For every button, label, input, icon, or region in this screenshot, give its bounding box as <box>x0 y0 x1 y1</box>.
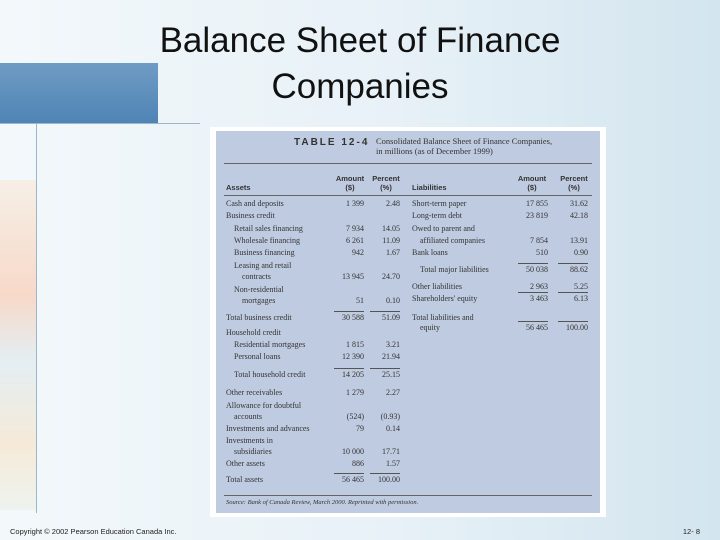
asset-total-rule-percent <box>370 311 400 312</box>
asset-row-label: subsidiaries <box>234 447 272 456</box>
asset-row-label: Other assets <box>226 459 265 468</box>
asset-row-label: Business credit <box>226 211 275 220</box>
balance-sheet-table <box>216 131 600 513</box>
liability-row-label: Owed to parent and <box>412 224 475 233</box>
asset-row-label: Leasing and retail <box>234 261 292 270</box>
col-header-percent-left-unit: (%) <box>380 183 392 192</box>
liability-row-percent: 31.62 <box>570 199 588 208</box>
liability-row-amount: 23 819 <box>526 211 548 220</box>
header-rule-bottom <box>224 195 592 196</box>
col-header-amount-left-label: Amount <box>335 174 365 183</box>
asset-row-amount: 10 000 <box>342 447 364 456</box>
table-caption-line2: in millions (as of December 1999) <box>376 146 493 156</box>
liability-total-rule-percent <box>558 263 588 264</box>
liability-row-percent: 0.90 <box>574 248 588 257</box>
asset-row-label: mortgages <box>242 296 276 305</box>
asset-row-label: accounts <box>234 412 262 421</box>
asset-row-label: Household credit <box>226 328 281 337</box>
asset-row-percent: 1.67 <box>386 248 400 257</box>
table-image-frame <box>210 127 606 517</box>
liability-row-amount: 7 854 <box>530 236 548 245</box>
slide-title <box>100 18 620 110</box>
asset-row-label: Allowance for doubtful <box>226 401 302 410</box>
asset-row-amount: 1 279 <box>346 388 364 397</box>
asset-row-label: Cash and deposits <box>226 199 284 208</box>
asset-total-rule-percent <box>370 368 400 369</box>
liability-row-label: Bank loans <box>412 248 448 257</box>
asset-total-rule-amount <box>334 473 364 474</box>
asset-row-percent: 21.94 <box>382 352 400 361</box>
decorative-strip <box>0 180 36 510</box>
asset-row-label: Personal loans <box>234 352 281 361</box>
col-header-percent-right-label: Percent <box>560 174 588 183</box>
asset-total-rule-amount <box>334 311 364 312</box>
header-rule-top <box>224 163 592 164</box>
slide-title-line1: Balance Sheet of Finance <box>159 21 561 60</box>
liability-row-amount: 17 855 <box>526 199 548 208</box>
asset-row-percent: 0.10 <box>386 296 400 305</box>
liability-total-rule-amount <box>518 321 548 322</box>
asset-row-label: Total assets <box>226 475 263 484</box>
asset-row-percent: 0.14 <box>386 424 400 433</box>
asset-row-percent: 14.05 <box>382 224 400 233</box>
asset-row-label: Retail sales financing <box>234 224 303 233</box>
page-number: 12- 8 <box>682 527 700 536</box>
liability-row-label: equity <box>420 323 440 332</box>
asset-row-amount: 79 <box>356 424 364 433</box>
asset-row-percent: 25.15 <box>382 370 400 379</box>
liability-total-rule-amount <box>518 292 548 293</box>
asset-row-amount: 56 465 <box>342 475 364 484</box>
asset-row-percent: 1.57 <box>386 459 400 468</box>
liability-row-percent: 6.13 <box>574 294 588 303</box>
liability-row-percent: 13.91 <box>570 236 588 245</box>
liability-row-label: Short-term paper <box>412 199 467 208</box>
asset-total-rule-percent <box>370 473 400 474</box>
liability-row-amount: 510 <box>536 248 548 257</box>
asset-row-percent: 2.48 <box>386 199 400 208</box>
liability-row-amount: 50 038 <box>526 265 548 274</box>
table-caption <box>376 136 596 156</box>
asset-row-amount: 1 815 <box>346 340 364 349</box>
liability-row-amount: 3 463 <box>530 294 548 303</box>
col-header-percent-left-label: Percent <box>372 174 400 183</box>
liability-row-percent: 100.00 <box>566 323 588 332</box>
liability-row-percent: 88.62 <box>570 265 588 274</box>
asset-row-label: Other receivables <box>226 388 283 397</box>
liability-total-rule-percent <box>558 292 588 293</box>
liability-row-label: affiliated companies <box>420 236 485 245</box>
liability-row-label: Other liabilities <box>412 282 462 291</box>
asset-row-percent: 51.09 <box>382 313 400 322</box>
decorative-rule-vertical <box>36 123 37 513</box>
asset-row-label: Total business credit <box>226 313 292 322</box>
liability-row-amount: 2 963 <box>530 282 548 291</box>
asset-row-amount: 12 390 <box>342 352 364 361</box>
asset-row-label: Investments in <box>226 436 273 445</box>
col-header-assets: Assets <box>226 183 251 192</box>
liability-row-label: Total major liabilities <box>420 265 489 274</box>
asset-row-percent: 17.71 <box>382 447 400 456</box>
asset-row-label: Residential mortgages <box>234 340 306 349</box>
col-header-amount-right-unit: ($) <box>527 183 537 192</box>
liability-row-amount: 56 465 <box>526 323 548 332</box>
asset-row-amount: (524) <box>346 412 364 421</box>
asset-row-percent: 24.70 <box>382 272 400 281</box>
col-header-amount-right-label: Amount <box>517 174 547 183</box>
asset-row-percent: 2.27 <box>386 388 400 397</box>
asset-row-label: Wholesale financing <box>234 236 300 245</box>
asset-row-percent: (0.93) <box>380 412 400 421</box>
col-header-percent-right-unit: (%) <box>568 183 580 192</box>
col-header-amount-left <box>332 174 368 192</box>
asset-row-amount: 51 <box>356 296 364 305</box>
asset-row-label: Total household credit <box>234 370 306 379</box>
liability-row-label: Shareholders' equity <box>412 294 478 303</box>
col-header-amount-right <box>512 174 552 192</box>
decorative-rule-horizontal <box>0 123 200 124</box>
table-source-note: Source: Bank of Canada Review, March 2000. Reprinted with permission. <box>226 499 419 506</box>
source-rule <box>224 495 592 496</box>
asset-row-amount: 7 934 <box>346 224 364 233</box>
slide-title-line2: Companies <box>271 67 449 106</box>
col-header-amount-left-unit: ($) <box>345 183 355 192</box>
liability-row-percent: 5.25 <box>574 282 588 291</box>
asset-row-label: Business financing <box>234 248 295 257</box>
liability-row-label: Long-term debt <box>412 211 462 220</box>
table-code: TABLE 12-4 <box>294 137 370 148</box>
asset-row-amount: 886 <box>352 459 364 468</box>
asset-row-percent: 100.00 <box>378 475 400 484</box>
liability-row-percent: 42.18 <box>570 211 588 220</box>
asset-row-label: Non-residential <box>234 285 284 294</box>
asset-row-amount: 6 261 <box>346 236 364 245</box>
col-header-liabilities: Liabilities <box>412 183 447 192</box>
asset-total-rule-amount <box>334 368 364 369</box>
col-header-percent-left <box>368 174 404 192</box>
asset-row-amount: 1 399 <box>346 199 364 208</box>
asset-row-percent: 11.09 <box>382 236 400 245</box>
liability-total-rule-percent <box>558 321 588 322</box>
asset-row-amount: 14 205 <box>342 370 364 379</box>
asset-row-percent: 3.21 <box>386 340 400 349</box>
asset-row-label: contracts <box>242 272 271 281</box>
asset-row-amount: 13 945 <box>342 272 364 281</box>
liability-total-rule-amount <box>518 263 548 264</box>
copyright-notice: Copyright © 2002 Pearson Education Canada Inc. <box>10 527 177 536</box>
asset-row-label: Investments and advances <box>226 424 310 433</box>
asset-row-amount: 30 588 <box>342 313 364 322</box>
table-caption-line1: Consolidated Balance Sheet of Finance Companies, <box>376 136 553 146</box>
col-header-percent-right <box>554 174 594 192</box>
asset-row-amount: 942 <box>352 248 364 257</box>
liability-row-label: Total liabilities and <box>412 313 474 322</box>
